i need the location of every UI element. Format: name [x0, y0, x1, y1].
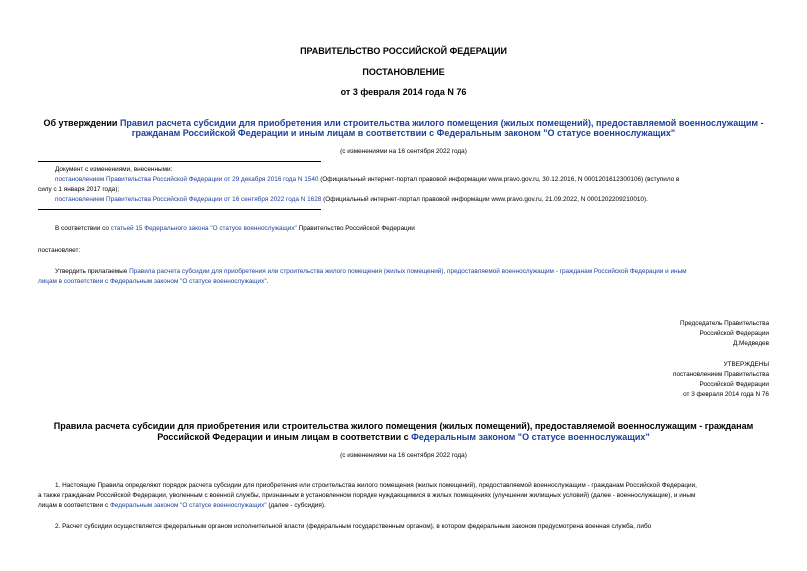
approve-paragraph-line2 — [38, 277, 268, 287]
date-number-heading: от 3 февраля 2014 года N 76 — [340, 87, 467, 97]
doc-type-heading: ПОСТАНОВЛЕНИЕ — [362, 67, 445, 77]
approved-org: Российской Федерации — [699, 381, 769, 388]
changes-top-divider — [38, 161, 321, 162]
title-rules-link-cont[interactable]: гражданам Российской Федерации и иным лицам в соответствии с Федеральным законом "О статусе военнослужащих" — [131, 128, 676, 138]
change-item-2-text: (Официальный интернет-портал правовой информации www.pravo.gov.ru, 21.09.2022, N 0001202209210010). — [321, 196, 648, 203]
signature-org: Российской Федерации — [699, 330, 769, 337]
para1-line1: 1. Настоящие Правила определяют порядок расчета субсидии для приобретения или строительства жилого помещения (жилых помещений), предоставляемой военнослужащим - гражданам Российской Федерации, — [55, 482, 697, 489]
government-heading: ПРАВИТЕЛЬСТВО РОССИЙСКОЙ ФЕДЕРАЦИИ — [300, 46, 507, 56]
rules-revision-note: (с изменениями на 16 сентября 2022 года) — [340, 452, 467, 459]
changes-intro: Документ с изменениями, внесенными: — [55, 166, 173, 173]
para1-line2: а также гражданам Российской Федерации, уволенным с военной службы, признанным в установленном порядке нуждающимися в жилых помещениях (улучшении жилищных условий) (далее - военнослужащие), и иным — [38, 492, 696, 499]
approve-prefix: Утвердить прилагаемые — [55, 268, 130, 275]
para1-line3 — [38, 501, 326, 511]
signature-name: Д.Медведев — [732, 340, 769, 347]
rules-title-prefix: Российской Федерации и иным лицам в соответствии с — [157, 432, 412, 442]
approve-suffix: . — [266, 278, 269, 285]
basis-paragraph — [55, 224, 415, 234]
rules-title-line1: Правила расчета субсидии для приобретения или строительства жилого помещения (жилых помещений), предоставляемой военнослужащим - гражданам — [53, 421, 754, 431]
rules-title-law-link[interactable]: Федеральным законом "О статусе военнослужащих" — [411, 432, 650, 442]
revision-note: (с изменениями на 16 сентября 2022 года) — [340, 148, 467, 155]
change-item-1-text: (Официальный интернет-портал правовой информации www.pravo.gov.ru, 30.12.2016, N 0001201612300106) (вступило в — [318, 176, 680, 183]
change-item-1-link[interactable]: постановлением Правительства Российской Федерации от 29 декабря 2016 года N 1540 — [55, 176, 319, 183]
para1-line3-suffix: (далее - субсидия). — [266, 502, 326, 509]
para1-line3-prefix: лицам в соответствии с — [38, 502, 110, 509]
rules-title-line2 — [0, 432, 807, 442]
approve-rules-link-cont[interactable]: лицам в соответствии с Федеральным законом "О статусе военнослужащих" — [38, 278, 267, 285]
change-item-2 — [55, 195, 648, 205]
basis-article-link[interactable]: статьей 15 Федерального закона "О статусе военнослужащих" — [110, 225, 297, 232]
change-item-2-link[interactable]: постановлением Правительства Российской Федерации от 16 сентября 2022 года N 1628 — [55, 196, 322, 203]
basis-suffix: Правительство Российской Федерации — [296, 225, 415, 232]
para1-law-link[interactable]: Федеральным законом "О статусе военнослужащих" — [109, 502, 267, 509]
para2-line1: 2. Расчет субсидии осуществляется федеральным органом исполнительной власти (федеральным государственным органом), в котором федеральным законом предусмотрена военная служба, либо — [55, 523, 652, 530]
changes-bottom-divider — [38, 209, 321, 210]
signature-title: Председатель Правительства — [680, 320, 769, 327]
document-title-line2 — [0, 128, 807, 138]
approved-by: постановлением Правительства — [673, 371, 769, 378]
basis-prefix: В соответствии со — [55, 225, 111, 232]
change-item-1-cont: силу с 1 января 2017 года); — [38, 186, 120, 193]
approve-paragraph-line1 — [55, 267, 687, 277]
approved-label: УТВЕРЖДЕНЫ — [723, 361, 769, 368]
title-rules-link[interactable]: Правил расчета субсидии для приобретения или строительства жилого помещения (жилых помещений), предоставляемой военнослужащим - — [119, 118, 764, 128]
approve-rules-link[interactable]: Правила расчета субсидии для приобретения или строительства жилого помещения (жилых помещений), предоставляемой военнослужащим - гражданам Российской Федерации и иным — [129, 268, 687, 275]
change-item-1 — [55, 175, 679, 185]
approved-date: от 3 февраля 2014 года N 76 — [683, 391, 769, 398]
title-prefix: Об утверждении — [43, 118, 120, 128]
document-title-line1 — [0, 118, 807, 128]
resolves-text: постановляет: — [38, 247, 81, 254]
